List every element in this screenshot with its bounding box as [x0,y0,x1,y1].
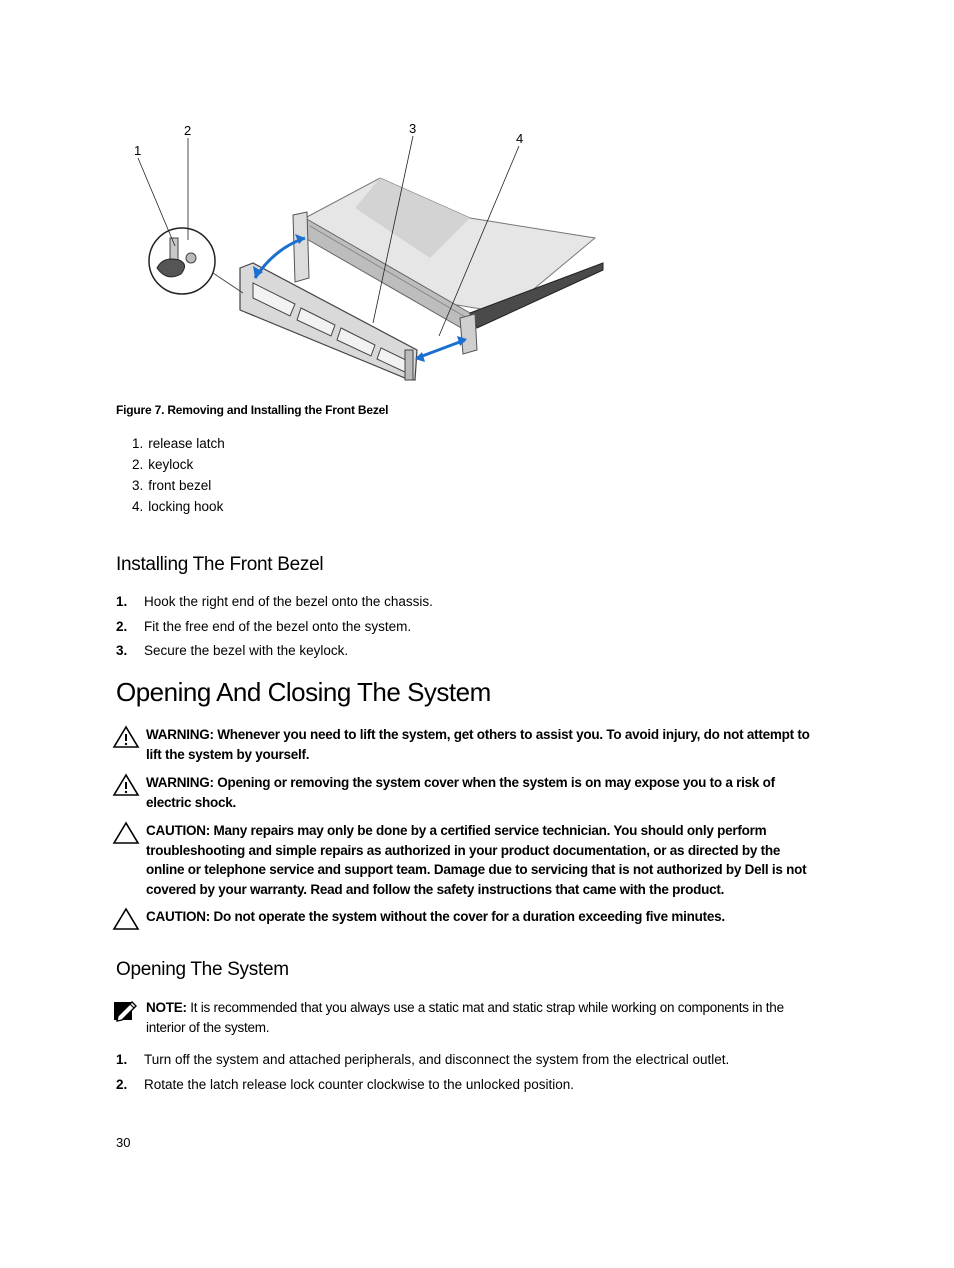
caution-notice: CAUTION: Many repairs may only be done by a certified service technician. You should only perform troubleshooting and simple repairs as authorized in your product documentation, or as directed by the online or telephone service and support team. Damage due to servicing that is not authorized by Dell is not covered by your warranty. Read and follow the safety instructions that came with the product. [112,821,812,899]
keylock-detail-circle [149,228,215,294]
slide-arrow [417,340,465,358]
warning-icon [112,725,140,749]
caution-icon [112,821,140,845]
list-item: 2. Rotate the latch release lock counter clockwise to the unlocked position. [116,1076,574,1092]
warning-notice: WARNING: Whenever you need to lift the system, get others to assist you. To avoid injury, do not attempt to lift the system by yourself. [112,725,812,764]
warning-notice: WARNING: Opening or removing the system cover when the system is on may expose you to a risk of electric shock. [112,773,812,812]
installing-heading: Installing The Front Bezel [116,554,324,575]
note-label: NOTE: [146,1000,187,1015]
warning-icon [112,773,140,797]
bezel-removal-illustration [125,118,615,390]
opening-steps [116,1052,836,1101]
list-item: 3. front bezel [132,478,212,493]
callout-1: 1 [134,143,142,158]
note-text: It is recommended that you always use a static mat and static strap while working on components in the interior of the system. [146,1000,784,1035]
list-item: 2. Fit the free end of the bezel onto the system. [116,618,412,634]
figure-legend [132,433,225,517]
page-number: 30 [116,1135,131,1150]
callout-3: 3 [409,121,417,136]
list-item: 1. Turn off the system and attached peripherals, and disconnect the system from the electrical outlet. [116,1052,730,1067]
callout-4: 4 [516,131,524,146]
installing-steps [116,594,836,668]
opening-heading: Opening The System [116,959,289,980]
list-item: 1. Hook the right end of the bezel onto the chassis. [116,594,433,609]
pencil-note-icon [112,998,140,1022]
list-item: 2. keylock [132,457,194,472]
figure-caption: Figure 7. Removing and Installing the Front Bezel [116,403,389,417]
opening-closing-heading: Opening And Closing The System [116,677,491,707]
caution-notice: CAUTION: Do not operate the system without the cover for a duration exceeding five minutes. [112,907,812,931]
caution-icon [112,907,140,931]
note-notice [112,998,812,1037]
list-item: 4. locking hook [132,499,224,514]
callout-2: 2 [184,123,192,138]
list-item: 1. release latch [132,436,225,451]
list-item: 3. Secure the bezel with the keylock. [116,643,349,658]
